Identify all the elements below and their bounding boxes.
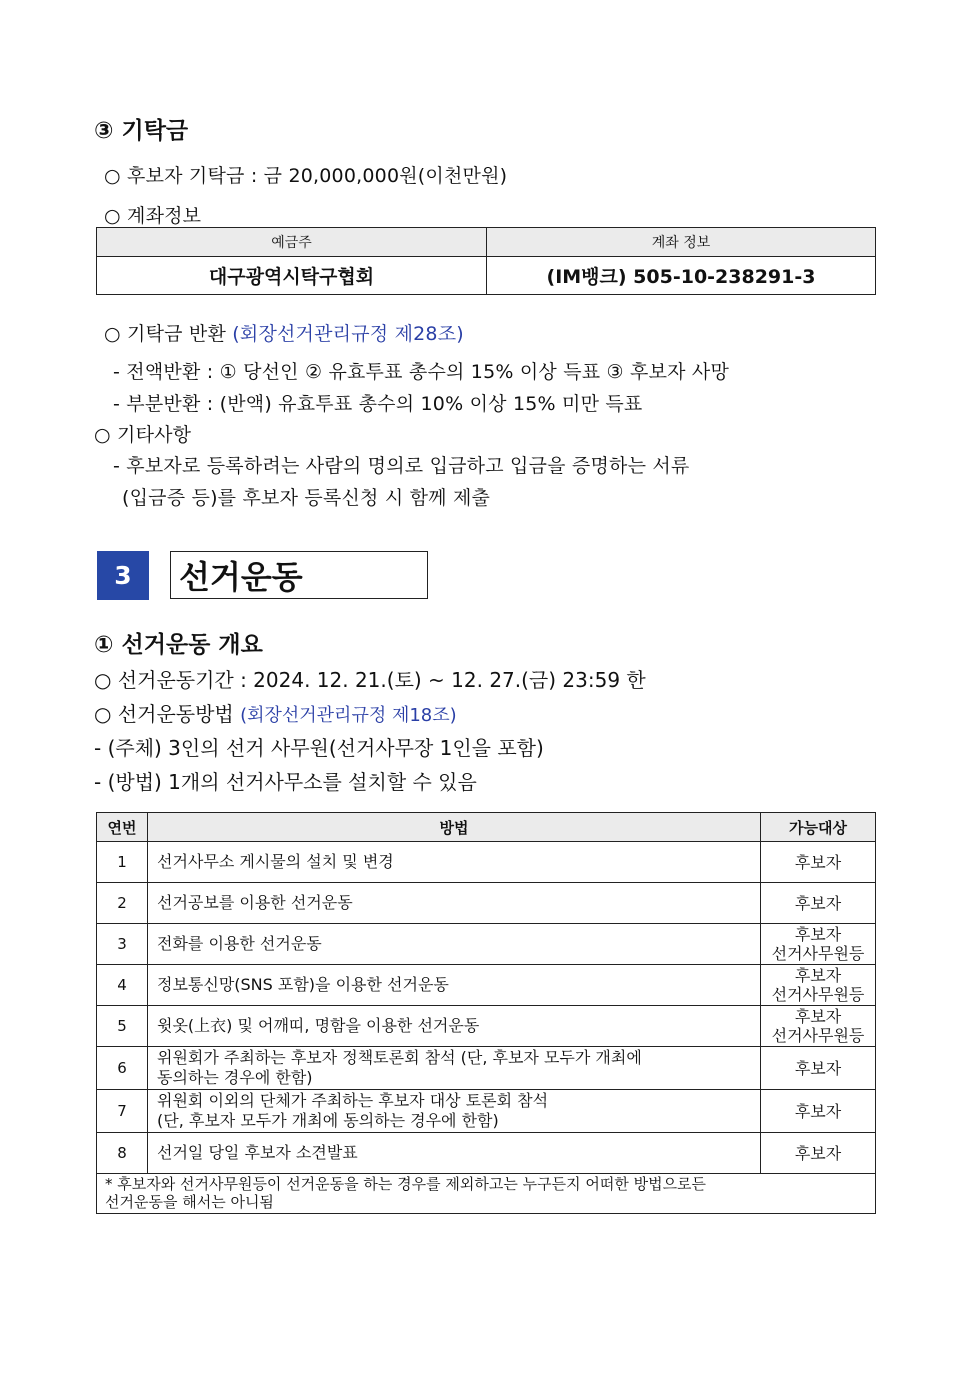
campaign-method-reference: (회장선거관리규정 제18조) [240,705,457,726]
row-number: 7 [97,1090,148,1133]
row-method [148,1006,761,1047]
row-eligible [761,1006,876,1047]
row-eligible-line: 후보자 [794,1007,842,1026]
table-note [97,1174,876,1214]
row-eligible-line: 후보자 [794,1143,842,1163]
table-row [97,1047,876,1090]
account-holder-header: 예금주 [97,228,487,257]
row-eligible [761,1090,876,1133]
row-method [148,924,761,965]
row-method-line: 선거사무소 게시물의 설치 및 변경 [157,852,394,871]
row-method [148,965,761,1006]
campaign-methods-table [96,812,876,1214]
table-row [97,924,876,965]
row-method-line: 선거공보를 이용한 선거운동 [157,893,353,912]
table-row [97,1133,876,1174]
row-eligible-line: 후보자 [794,852,842,872]
row-eligible-line: 선거사무원등 [771,944,865,963]
table-row [97,965,876,1006]
table-row [97,883,876,924]
campaign-subject-line: - (주체) 3인의 선거 사무원(선거사무장 1인을 포함) [94,736,544,760]
deposit-heading: ③ 기탁금 [94,118,189,144]
refund-label: ○ 기탁금 반환 [104,323,227,345]
row-method-line: 위원회가 주최하는 후보자 정책토론회 참석 (단, 후보자 모두가 개최에 [157,1048,642,1067]
row-method [148,842,761,883]
refund-reference: (회장선거관리규정 제28조) [232,323,464,345]
row-eligible [761,924,876,965]
header-eligible: 가능대상 [761,813,876,842]
header-number: 연번 [97,813,148,842]
row-number: 4 [97,965,148,1006]
row-method-line: (단, 후보자 모두가 개최에 동의하는 경우에 한함) [157,1111,499,1130]
row-eligible-line: 후보자 [794,966,842,985]
row-number: 3 [97,924,148,965]
row-number: 6 [97,1047,148,1090]
table-row [97,842,876,883]
row-method-line: 위원회 이외의 단체가 주최하는 후보자 대상 토론회 참석 [157,1091,549,1110]
row-eligible [761,1133,876,1174]
account-table-value-row [97,257,876,295]
row-method [148,1090,761,1133]
overview-heading: ① 선거운동 개요 [94,632,263,658]
section-number-badge: 3 [97,551,149,600]
table-note-row [97,1174,876,1214]
row-eligible-line: 선거사무원등 [771,1026,865,1045]
row-eligible-line: 선거사무원등 [771,985,865,1004]
misc-line-2: (입금증 등)를 후보자 등록신청 시 함께 제출 [122,487,491,509]
campaign-method-label: ○ 선거운동방법 [94,702,234,726]
methods-table-header-row [97,813,876,842]
row-number: 8 [97,1133,148,1174]
row-number: 5 [97,1006,148,1047]
account-info-header: 계좌 정보 [487,228,876,257]
row-eligible [761,1047,876,1090]
refund-line [104,319,464,346]
row-number: 1 [97,842,148,883]
row-number: 2 [97,883,148,924]
table-row [97,1006,876,1047]
account-number-value: (IM뱅크) 505-10-238291-3 [487,257,876,295]
account-table-header-row [97,228,876,257]
account-info-label: ○ 계좌정보 [104,205,202,227]
row-eligible [761,842,876,883]
row-method [148,1047,761,1090]
deposit-fee-line: ○ 후보자 기탁금 : 금 20,000,000원(이천만원) [104,165,508,187]
table-row [97,1090,876,1133]
table-note-line: 선거운동을 해서는 아니됨 [105,1193,274,1211]
refund-partial-line: - 부분반환 : (반액) 유효투표 총수의 10% 이상 15% 미만 득표 [113,393,643,415]
row-method-line: 윗옷(上衣) 및 어깨띠, 명함을 이용한 선거운동 [157,1016,480,1035]
row-method-line: 전화를 이용한 선거운동 [157,934,322,953]
header-method: 방법 [148,813,761,842]
row-eligible-line: 후보자 [794,893,842,913]
row-method [148,1133,761,1174]
account-holder-value: 대구광역시탁구협회 [97,257,487,295]
row-eligible-line: 후보자 [794,925,842,944]
row-method-line: 선거일 당일 후보자 소견발표 [157,1143,358,1162]
row-method [148,883,761,924]
row-method-line: 정보통신망(SNS 포함)을 이용한 선거운동 [157,975,449,994]
account-table [96,227,876,295]
row-eligible [761,883,876,924]
campaign-period-line: ○ 선거운동기간 : 2024. 12. 21.(토) ~ 12. 27.(금) 23:59 한 [94,668,646,692]
campaign-method-detail-line: - (방법) 1개의 선거사무소를 설치할 수 있음 [94,770,477,794]
table-note-line: * 후보자와 선거사무원등이 선거운동을 하는 경우를 제외하고는 누구든지 어떠한 방법으로든 [105,1175,707,1193]
misc-line-1: - 후보자로 등록하려는 사람의 명의로 입금하고 입금을 증명하는 서류 [113,455,690,477]
row-eligible [761,965,876,1006]
refund-full-line: - 전액반환 : ① 당선인 ② 유효투표 총수의 15% 이상 득표 ③ 후보자 사망 [113,361,730,383]
campaign-method-line [94,698,457,727]
row-eligible-line: 후보자 [794,1058,842,1078]
misc-label: ○ 기타사항 [94,424,192,446]
row-eligible-line: 후보자 [794,1101,842,1121]
section-title: 선거운동 [170,551,428,599]
row-method-line: 동의하는 경우에 한함) [157,1068,313,1087]
